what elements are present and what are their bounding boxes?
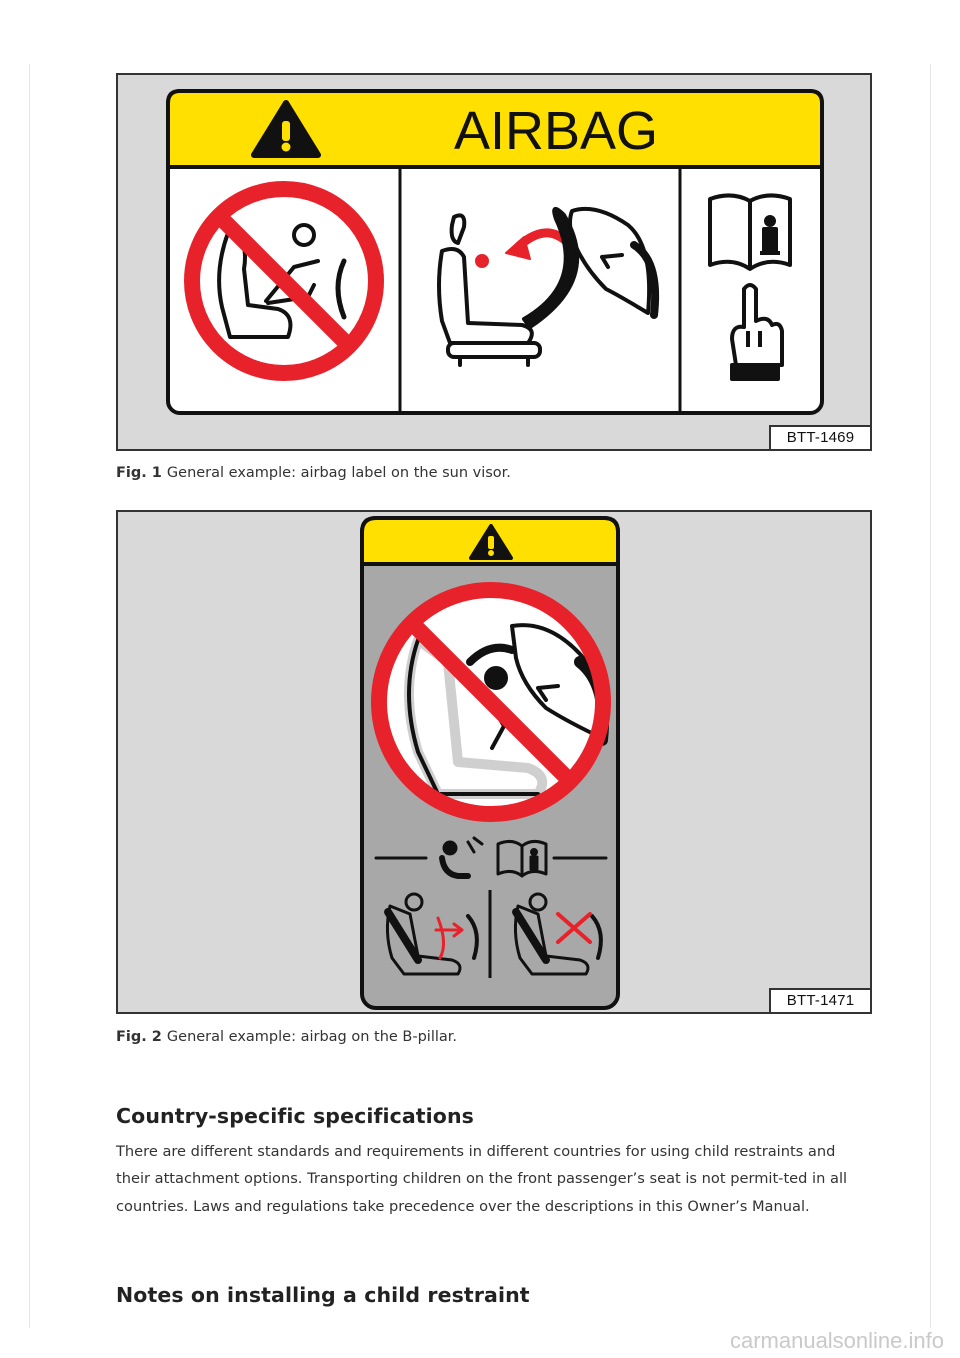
figure-caption-text: General example: airbag on the B-pillar. — [166, 1029, 458, 1045]
figure-code: BTT-1471 — [769, 988, 870, 1012]
figure-caption-text: General example: airbag label on the sun visor. — [166, 465, 511, 481]
section-heading-country-specific-specifications: Country-specific specifications — [116, 1104, 474, 1128]
figure-number: Fig. 2 — [116, 1029, 162, 1045]
section-heading-notes-on-installing-child-restraint: Notes on installing a child restraint — [116, 1283, 530, 1307]
figure-1-airbag-sun-visor-label — [116, 73, 872, 451]
figure-number: Fig. 1 — [116, 465, 162, 481]
airbag-title: AIRBAG — [453, 101, 659, 161]
page-border-left — [29, 64, 30, 1328]
watermark: carmanualsonline.info — [729, 1328, 944, 1353]
b-pillar-airbag-label-illustration — [118, 512, 870, 1012]
figure-1-caption — [116, 465, 511, 481]
section-body-country-specific-specifications: There are different standards and requirements in different countries for using child restraints and their attachment options. Transporting children on the front passenger’s seat is not permit-ted in all countries. Laws and regulations take precedence over the descriptions in this Owner’s Manual. — [116, 1143, 848, 1215]
page-border-right — [930, 64, 931, 1328]
figure-2-caption — [116, 1029, 457, 1045]
sun-visor-airbag-label-illustration — [118, 75, 870, 449]
figure-code: BTT-1469 — [769, 425, 870, 449]
figure-2-airbag-b-pillar-label — [116, 510, 872, 1014]
no-child-seat-with-active-airbag-icon — [379, 590, 603, 814]
